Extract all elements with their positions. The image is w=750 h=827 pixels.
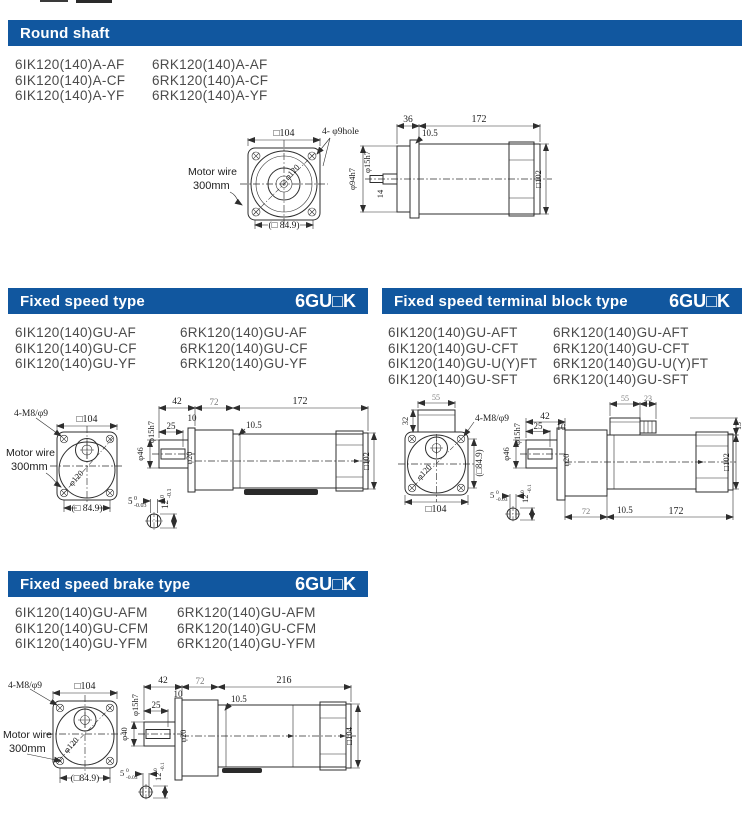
section-title: Round shaft [20, 24, 110, 42]
page-crop-artifact [76, 0, 112, 3]
section-code: 6GU□K [295, 290, 356, 311]
shaft-dia-dim [520, 484, 533, 503]
model-code: 6RK120(140)GU-CFM [177, 620, 317, 636]
front-view [3, 681, 124, 784]
model-row [15, 57, 268, 73]
dim-bolt-circle: φ120 [61, 735, 81, 755]
flat-tol-lo: -0.03 [126, 775, 138, 781]
model-code: 6RK120(140)GU-AFM [177, 605, 316, 620]
brake-type-drawing [0, 668, 420, 827]
dia-value: 12 [520, 494, 530, 503]
model-row [15, 341, 308, 357]
shaft-flat-dim [120, 768, 138, 781]
dim-body-square: □102 [533, 170, 543, 188]
flat-value: 5 [128, 496, 133, 506]
model-code: 6RK120(140)GU-AFT [553, 325, 689, 340]
round-shaft-model-list [15, 57, 268, 104]
header-round-shaft [8, 20, 742, 46]
dia-tol-lo: -0.1 [160, 762, 166, 771]
model-code: 6IK120(140)A-YF [15, 88, 125, 104]
motor-wire-label: Motor wire [188, 166, 238, 178]
model-code: 6RK120(140)A-CF [152, 72, 269, 88]
model-row [15, 73, 268, 89]
dim-bolt-circle: φ120 [282, 162, 302, 182]
model-code: 6RK120(140)GU-YF [180, 356, 308, 372]
terminal-block-drawing [380, 390, 750, 548]
side-view [119, 675, 360, 780]
dim-gland: 23 [644, 394, 652, 403]
dia-tol-lo: -0.1 [167, 488, 173, 498]
section-code: 6GU□K [669, 290, 730, 311]
model-code: 6IK120(140)A-AF [15, 57, 125, 72]
front-view [6, 409, 124, 514]
model-row [388, 356, 708, 372]
header-brake-type [8, 571, 368, 597]
dim-motor-plate: 10.5 [231, 694, 247, 704]
dia-tol-hi: 0 [520, 490, 526, 493]
dim-bolts: 4-M8/φ9 [14, 409, 48, 419]
dim-boss: φ94h7 [347, 168, 357, 190]
dim-front-length: 42 [172, 397, 182, 407]
dim-shaft: φ15h7 [512, 423, 522, 445]
dim-shaft-length: 25 [151, 700, 161, 710]
dim-shaft: φ15h7 [146, 421, 156, 443]
dim-flange: □104 [425, 504, 447, 515]
model-code: 6RK120(140)GU-AF [180, 325, 308, 340]
dim-body-length: 172 [471, 114, 487, 125]
page-crop-artifact [40, 0, 68, 2]
model-code: 6RK120(140)GU-U(Y)FT [553, 356, 709, 372]
dim-box-height: 13 [734, 422, 743, 430]
model-code: 6IK120(140)GU-YF [15, 356, 137, 372]
dim-plate: 10 [187, 413, 197, 423]
dim-pilot: φ20 [562, 453, 571, 467]
dim-bolt-circle: φ120 [414, 462, 434, 482]
dim-flange: □104 [76, 414, 98, 425]
dim-bolts: 4-M8/φ9 [475, 414, 509, 424]
dim-body-square: □104 [344, 727, 354, 745]
model-code: 6RK120(140)A-YF [152, 88, 268, 104]
front-view [188, 127, 359, 231]
dim-motor-plate: 10.5 [246, 420, 262, 430]
dim-boss: φ46 [135, 447, 145, 461]
model-row [388, 341, 708, 357]
model-code: 6IK120(140)GU-AFM [15, 605, 148, 620]
dim-shaft: φ15h7 [362, 151, 372, 173]
dim-holes: 4- φ9hole [322, 127, 359, 137]
flat-tol-hi: 0 [134, 496, 137, 502]
dim-flange: □104 [74, 681, 96, 692]
dim-box-height: 32 [400, 416, 410, 426]
dim-shaft-length: 14 [375, 189, 385, 199]
motor-wire-label: Motor wire [3, 729, 53, 741]
dim-plate: 10 [556, 422, 566, 432]
motor-wire-length: 300mm [9, 743, 46, 755]
flat-tol-hi: 0 [126, 768, 129, 774]
dim-shaft-length: 25 [166, 421, 176, 431]
model-code: 6RK120(140)A-AF [152, 57, 268, 72]
shaft-section-detail [128, 489, 177, 531]
section-title: Fixed speed brake type [20, 575, 191, 593]
dia-value: 12 [160, 500, 170, 509]
dim-plate: 10.5 [422, 128, 438, 138]
round-shaft-drawing [180, 108, 580, 265]
dim-shaft-length: 25 [533, 421, 543, 431]
dim-box-width: 55 [432, 393, 440, 402]
model-row [15, 356, 308, 372]
model-row [15, 605, 316, 621]
dim-front-length: 42 [540, 412, 550, 422]
dim-front-length: 36 [403, 115, 413, 125]
dia-value: 12 [153, 772, 163, 781]
dia-tol-lo: -0.1 [527, 484, 533, 493]
dim-front-length: 42 [158, 676, 168, 686]
dim-plate: 10 [173, 689, 183, 699]
side-view [347, 114, 552, 218]
model-row [388, 325, 708, 341]
section-title: Fixed speed type [20, 292, 145, 310]
dim-inner-square: (□84.9) [70, 774, 100, 784]
terminal-model-list [388, 325, 708, 387]
side-view [501, 394, 743, 520]
section-code: 6GU□K [295, 573, 356, 594]
nameplate-strip [244, 489, 318, 495]
motor-wire-length: 300mm [11, 461, 48, 473]
model-code: 6RK120(140)GU-SFT [553, 371, 689, 387]
flat-tol-hi: 0 [496, 490, 499, 496]
flat-value: 5 [490, 490, 495, 500]
dim-gear-length: 72 [581, 506, 591, 516]
model-code: 6RK120(140)GU-YFM [177, 636, 316, 652]
dim-flange: □104 [273, 128, 295, 139]
model-row [388, 372, 708, 388]
shaft-flat-dim [490, 490, 508, 503]
brake-model-list [15, 605, 316, 652]
dim-motor-length: 172 [668, 506, 684, 517]
dia-tol-hi: 0 [153, 768, 159, 771]
model-code: 6IK120(140)GU-AF [15, 325, 137, 340]
model-code: 6IK120(140)GU-CF [15, 340, 137, 356]
motor-wire-label: Motor wire [6, 447, 56, 459]
dim-bolts: 4-M8/φ9 [8, 681, 42, 691]
shaft-flat-dim [128, 496, 147, 509]
dia-tol-hi: 0 [160, 495, 166, 498]
model-row [15, 621, 316, 637]
model-code: 6IK120(140)GU-U(Y)FT [388, 356, 538, 372]
section-title: Fixed speed terminal block type [394, 292, 628, 310]
flat-value: 5 [120, 768, 125, 778]
model-code: 6IK120(140)GU-AFT [388, 325, 518, 340]
shaft-section-detail [490, 484, 535, 522]
model-code: 6RK120(140)GU-CFT [553, 340, 690, 356]
model-row [15, 88, 268, 104]
model-row [15, 636, 316, 652]
dim-inner-square: (□ 84.9) [268, 221, 300, 231]
model-code: 6IK120(140)GU-YFM [15, 636, 148, 652]
dim-motor-length: 216 [276, 675, 292, 686]
side-view [135, 396, 376, 495]
header-fixed-speed [8, 288, 368, 314]
dim-motor-length: 172 [292, 396, 308, 407]
header-terminal-block [382, 288, 742, 314]
dim-pilot: φ20 [179, 729, 188, 743]
dim-inner-square: (□ 84.9) [71, 504, 103, 514]
model-code: 6IK120(140)GU-CFM [15, 620, 149, 636]
motor-wire-length: 300mm [193, 180, 230, 192]
dim-gear-length: 72 [195, 676, 205, 686]
shaft-dia-dim [153, 762, 166, 781]
model-code: 6RK120(140)GU-CF [180, 340, 308, 356]
model-row [15, 325, 308, 341]
dim-shaft: φ15h7 [130, 694, 140, 716]
dim-pilot: φ20 [185, 451, 194, 465]
dim-box-width: 55 [621, 394, 629, 403]
model-code: 6IK120(140)GU-CFT [388, 340, 519, 356]
shaft-section-detail [120, 762, 168, 800]
fixed-speed-model-list [15, 325, 308, 372]
model-code: 6IK120(140)GU-SFT [388, 371, 518, 387]
flat-tol-lo: -0.03 [134, 503, 147, 509]
dim-inner-square: (□84.9) [474, 449, 484, 477]
fixed-speed-drawing [2, 390, 380, 545]
dim-bolt-circle: φ120 [66, 468, 86, 488]
dim-boss: φ46 [501, 447, 511, 461]
dim-body-square: □102 [361, 452, 371, 470]
shaft-dia-dim [160, 489, 173, 510]
nameplate-strip [222, 768, 262, 773]
dim-boss: φ40 [119, 727, 129, 741]
flat-tol-lo: -0.03 [496, 497, 508, 503]
model-code: 6IK120(140)A-CF [15, 72, 126, 88]
dim-motor-plate: 10.5 [617, 505, 633, 515]
dim-body-square: □102 [721, 453, 731, 471]
dim-gear-length: 72 [209, 397, 219, 407]
